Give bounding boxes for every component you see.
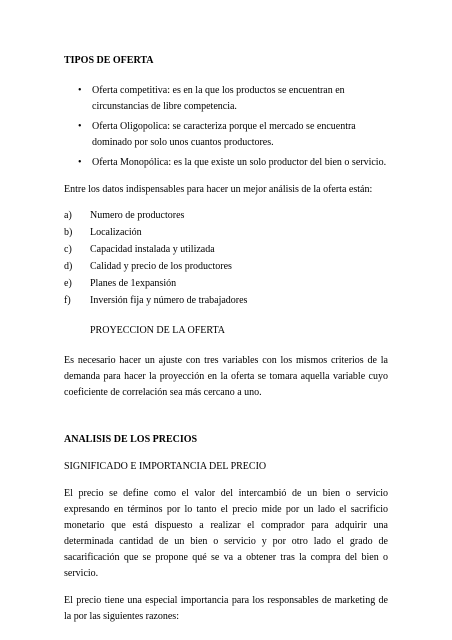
list-item (64, 276, 388, 292)
list-item-text: Inversión fija y número de trabajadores (90, 295, 248, 306)
section-title-tipos-de-oferta: TIPOS DE OFERTA (64, 55, 154, 66)
list-marker: e) (64, 278, 72, 289)
precio-paragraph-2: El precio tiene una especial importancia para los responsables de marketing de la por las siguientes razones: (64, 595, 388, 622)
list-marker: b) (64, 227, 73, 238)
section-subtitle-significado: SIGNIFICADO E IMPORTANCIA DEL PRECIO (64, 461, 267, 472)
list-item (64, 155, 388, 171)
intro-paragraph: Entre los datos indispensables para hacer un mejor análisis de la oferta están: (64, 184, 373, 195)
list-item-text: Oferta Oligopolica: se caracteriza porque el mercado se encuentra dominado por solo unos cuantos productores. (92, 121, 356, 148)
list-item-text: Planes de 1expansión (90, 278, 177, 289)
list-item (64, 293, 388, 309)
required-data-list (64, 208, 388, 309)
list-item-text: Calidad y precio de los productores (90, 261, 232, 272)
bullet-marker: • (78, 121, 82, 132)
list-item-text: Oferta Monopólica: es la que existe un solo productor del bien o servicio. (92, 157, 387, 168)
list-item-text: Capacidad instalada y utilizada (90, 244, 215, 255)
list-item (64, 83, 388, 115)
list-item-text: Localización (90, 227, 142, 238)
list-item (64, 119, 388, 151)
section-title-analisis-precios: ANALISIS DE LOS PRECIOS (64, 434, 198, 445)
list-marker: a) (64, 210, 72, 221)
bullet-marker: • (78, 85, 82, 96)
bullet-marker: • (78, 157, 82, 168)
list-marker: c) (64, 244, 72, 255)
list-item (64, 225, 388, 241)
list-item-text: Numero de productores (90, 210, 185, 221)
proyeccion-paragraph: Es necesario hacer un ajuste con tres variables con los mismos criterios de la demanda para hacer la proyección en la oferta se tomara aquella variable cuyo coeficiente de correlación sea más cercano a uno. (64, 355, 388, 398)
precio-paragraph-1: El precio se define como el valor del intercambió de un bien o servicio expresando en términos por lo tanto el precio mide por un lado el sacrificio monetario que está dispuesto a realizar el comprador para adquirir una determinada cantidad de un bien o servicio y por otro lado el grado de sacarificación que se propone qué se va a obtener tras la compra del bien o servicio. (64, 488, 388, 579)
list-marker: d) (64, 261, 73, 272)
list-item (64, 242, 388, 258)
offer-types-list (64, 83, 388, 171)
list-item (64, 208, 388, 224)
list-item (64, 259, 388, 275)
list-marker: f) (64, 295, 71, 306)
list-item-text: Oferta competitiva: es en la que los productos se encuentran en circunstancias de libre competencia. (92, 85, 345, 112)
section-title-proyeccion: PROYECCION DE LA OFERTA (90, 325, 225, 336)
